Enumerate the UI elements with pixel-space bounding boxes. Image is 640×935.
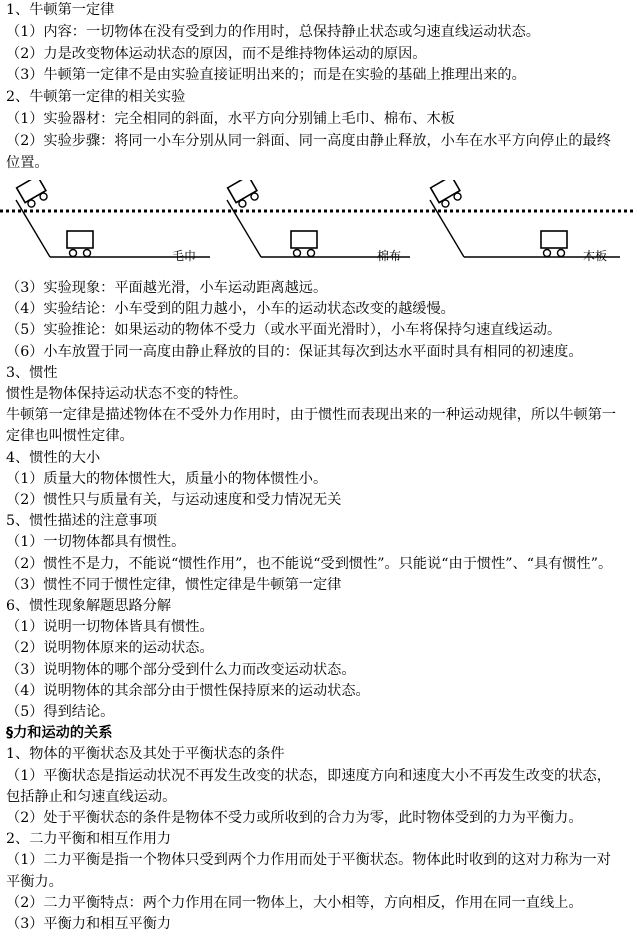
text-line: （2）实验步骤：将同一小车分别从同一斜面、同一高度由静止释放，小车在水平方向停止的最终: [6, 132, 611, 149]
text-line: （5）得到结论。: [6, 704, 115, 720]
text-line: 2、牛顿第一定律的相关实验: [6, 89, 186, 106]
experiment-figure: [0, 180, 640, 265]
incline-setup-towel: [16, 180, 210, 263]
text-line: 6、惯性现象解题思路分解: [6, 598, 172, 614]
text-line: （1）二力平衡是指一个物体只受到两个力作用而处于平衡状态。物体此时收到的这对力称为一对: [6, 852, 611, 869]
text-line: 2、二力平衡和相互作用力: [6, 831, 172, 848]
text-line: （1）质量大的物体惯性大，质量小的物体惯性小。: [6, 470, 328, 487]
cart-on-slope: [431, 180, 464, 209]
text-line: （2）二力平衡特点：两个力作用在同一物体上，大小相等，方向相反，作用在同一直线上。: [6, 894, 583, 911]
text-line: （4）说明物体的其余部分由于惯性保持原来的运动状态。: [6, 682, 370, 699]
text-line: 位置。: [6, 154, 49, 171]
text-line: （1）内容：一切物体在没有受到力的作用时，总保持静止状态或匀速直线运动状态。: [6, 23, 540, 40]
surface-label: 毛巾: [172, 249, 197, 263]
cart-on-slope: [17, 180, 50, 209]
surface-label: 木板: [583, 249, 608, 263]
text-line: 平衡力。: [6, 873, 63, 890]
text-line: 包括静止和匀速直线运动。: [6, 788, 177, 805]
text-line: §力和运动的关系: [6, 725, 113, 742]
cart-on-surface: [291, 231, 317, 257]
incline-setup-cotton: [227, 180, 410, 263]
cart-on-surface: [541, 231, 567, 257]
text-line: （3）牛顿第一定律不是由实验直接证明出来的；而是在实验的基础上推理出来的。: [6, 67, 526, 84]
text-line: （2）惯性不是力，不能说“惯性作用”，也不能说“受到惯性”。只能说“由于惯性”、“具有惯性”。: [6, 555, 613, 572]
text-line: （1）平衡状态是指运动状况不再发生改变的状态，即速度方向和速度大小不再发生改变的状态，: [6, 767, 611, 784]
text-line: （1）一切物体都具有惯性。: [6, 534, 186, 551]
text-line: （3）实验现象：平面越光滑，小车运动距离越远。: [6, 280, 328, 296]
cart-on-slope: [228, 180, 261, 209]
cart-on-surface: [67, 231, 93, 257]
surface-label: 棉布: [377, 249, 402, 263]
text-line: 牛顿第一定律是描述物体在不受外力作用时，由于惯性而表现出来的一种运动规律，所以牛顿第一: [6, 407, 617, 424]
text-line: 4、惯性的大小: [6, 449, 101, 466]
text-line: （1）实验器材：完全相同的斜面，水平方向分别铺上毛巾、棉布、木板: [6, 111, 455, 127]
text-line: （2）力是改变物体运动状态的原因，而不是维持物体运动的原因。: [6, 45, 427, 62]
text-line: （2）处于平衡状态的条件是物体不受力或所收到的合力为零，此时物体受到的力为平衡力。: [6, 810, 583, 826]
text-line: （4）实验结论：小车受到的阻力越小，小车的运动状态改变的越缓慢。: [6, 301, 455, 318]
text-line: （5）实验推论：如果运动的物体不受力（或水平面光滑时），小车将保持匀速直线运动。: [6, 322, 562, 339]
text-line: 惯性是物体保持运动状态不变的特性。: [6, 386, 248, 402]
text-line: （1）说明一切物体皆具有惯性。: [6, 619, 214, 636]
incline-setup-wood: [430, 180, 620, 263]
text-line: 5、惯性描述的注意事项: [6, 513, 157, 530]
text-line: 定律也叫惯性定律。: [6, 428, 134, 445]
text-line: （3）平衡力和相互平衡力: [6, 916, 172, 932]
text-line: （2）惯性只与质量有关，与运动速度和受力情况无关: [6, 492, 342, 508]
text-line: 1、物体的平衡状态及其处于平衡状态的条件: [6, 746, 285, 763]
text-line: 3、惯性: [6, 364, 58, 381]
text-line: （3）说明物体的哪个部分受到什么力而改变运动状态。: [6, 661, 356, 678]
text-line: （2）说明物体原来的运动状态。: [6, 640, 214, 657]
text-line: 1、牛顿第一定律: [6, 2, 115, 18]
text-line: （3）惯性不同于惯性定律，惯性定律是牛顿第一定律: [6, 576, 342, 593]
text-line: （6）小车放置于同一高度由静止释放的目的：保证其每次到达水平面时具有相同的初速度。: [6, 343, 583, 360]
